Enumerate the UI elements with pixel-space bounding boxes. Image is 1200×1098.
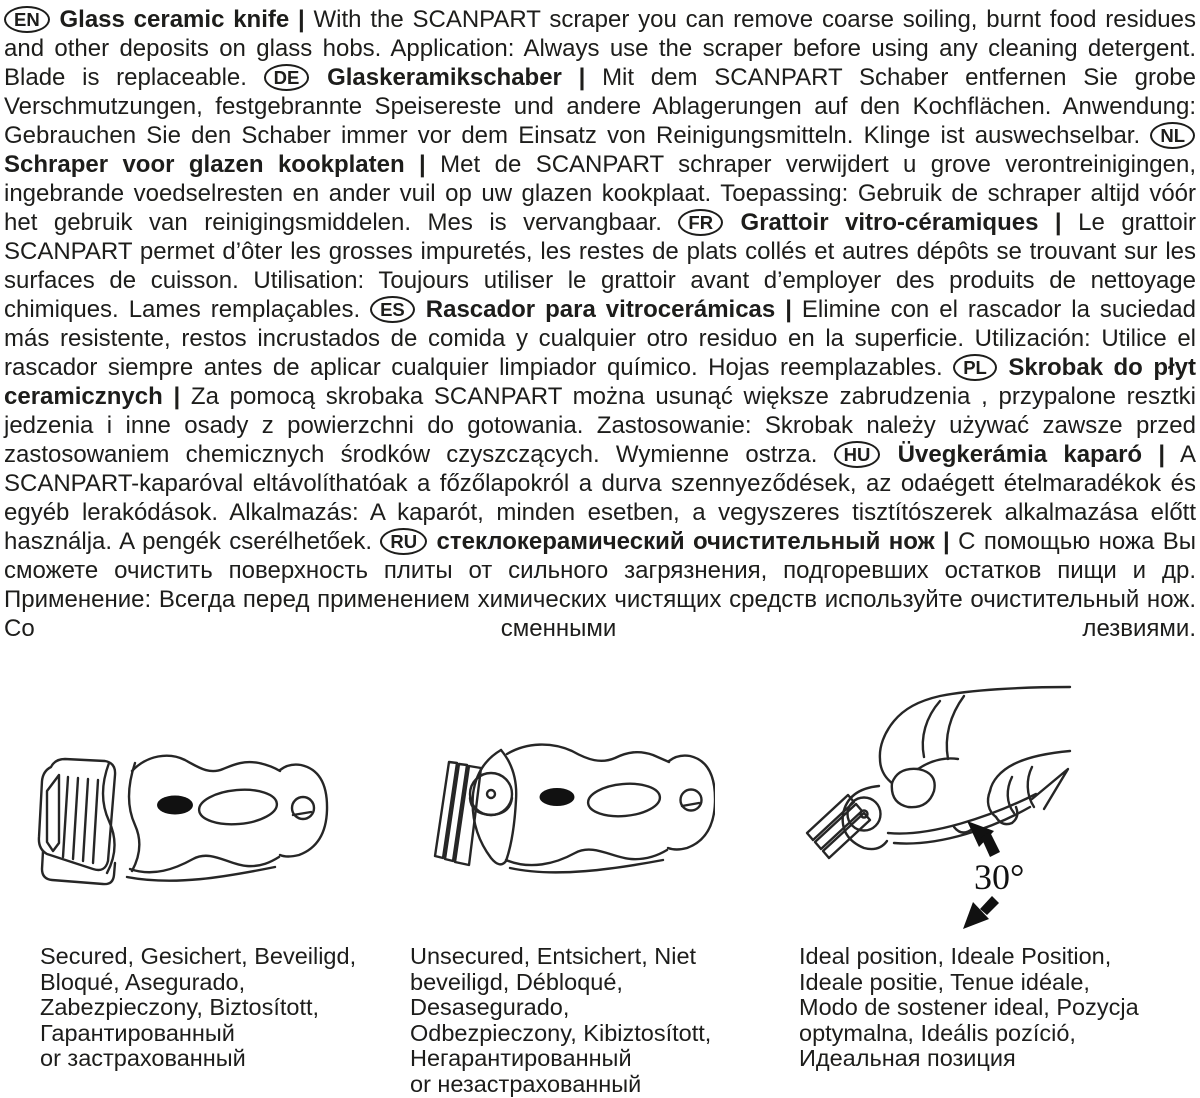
middle-finger	[1028, 767, 1034, 807]
caption-line: Odbezpieczony, Kibiztosított,	[410, 1019, 712, 1046]
section-title-nl: Schraper voor glazen kookplaten |	[4, 151, 426, 178]
thumb	[892, 769, 935, 807]
section-title-pl: Skrobak do płyt ceramicznych |	[4, 354, 1196, 410]
caption-unsecured	[410, 944, 711, 1098]
lock-button	[540, 788, 575, 806]
thumb-grip	[198, 787, 279, 828]
angle-label: 30°	[974, 857, 1025, 897]
lang-badge-fr: FR	[678, 209, 723, 236]
caption-line: Zabezpieczony, Biztosított,	[40, 994, 320, 1021]
collar-right	[129, 763, 139, 871]
caption-line: Modo de sostener ideal, Pozycja	[799, 994, 1139, 1021]
caption-line: or застрахованный	[40, 1045, 246, 1072]
handle-bottom-edge	[894, 807, 1030, 844]
lang-badge-pl: PL	[953, 354, 997, 381]
caption-line: Desasegurado,	[410, 994, 570, 1021]
blade-plates	[807, 795, 870, 858]
blade-guard-head	[39, 759, 115, 870]
caption-line: or незастрахованный	[410, 1070, 642, 1097]
caption-secured	[40, 944, 356, 1072]
hanging-hole	[681, 790, 702, 811]
caption-line: Bloqué, Asegurado,	[40, 968, 246, 995]
section-title-fr: Grattoir vitro-céramiques |	[740, 209, 1062, 236]
caption-line: Ideal position, Ideale Position,	[799, 943, 1112, 969]
guard-slot	[47, 775, 59, 851]
lang-badge-ru: RU	[380, 528, 427, 555]
caption-line: Идеальная позиция	[799, 1045, 1016, 1072]
thumb-web	[918, 758, 958, 769]
lang-badge-es: ES	[370, 296, 415, 323]
section-title-de: Glaskeramikschaber |	[327, 64, 586, 91]
caption-line: beveiligd, Débloqué,	[410, 968, 623, 995]
finger-crease-2	[947, 696, 964, 759]
end-cap	[280, 765, 327, 857]
hand-holding-scraper-illustration	[780, 665, 1090, 950]
scraper-unsecured-illustration	[425, 738, 715, 893]
caption-line: Secured, Gesichert, Beveiligd,	[40, 943, 357, 969]
section-title-hu: Üvegkerámia kaparó |	[897, 441, 1166, 468]
handle-bump	[954, 827, 972, 833]
body-bottom-edge	[127, 867, 275, 881]
lang-badge-nl: NL	[1150, 122, 1195, 149]
figure-secured	[35, 745, 335, 893]
caption-line: optymalna, Ideális pozíció,	[799, 1019, 1076, 1046]
handle-tip	[1032, 769, 1068, 809]
body-top	[507, 745, 669, 762]
lock-button	[157, 796, 193, 815]
lang-badge-hu: HU	[834, 441, 881, 468]
lang-badge-en: EN	[4, 6, 50, 33]
section-title-es: Rascador para vitrocerámicas |	[425, 296, 792, 323]
caption-ideal-position	[799, 944, 1139, 1072]
end-cap	[668, 756, 715, 850]
lang-badge-de: DE	[264, 64, 310, 91]
caption-line: Unsecured, Entsichert, Niet	[410, 943, 697, 969]
section-title-en: Glass ceramic knife |	[59, 6, 305, 33]
section-title-ru: стеклокерамический очистительный нож |	[436, 528, 950, 555]
figure-ideal-position	[780, 665, 1090, 950]
body-top	[132, 756, 280, 771]
caption-line: Гарантированный	[40, 1019, 235, 1046]
finger-crease-1	[923, 701, 940, 757]
thumb-grip	[587, 781, 662, 819]
figure-unsecured	[425, 738, 715, 893]
caption-line: Негарантированный	[410, 1045, 632, 1072]
caption-line: Ideale positie, Tenue idéale,	[799, 968, 1090, 995]
scraper-secured-illustration	[35, 745, 335, 893]
multilingual-instructions: EN Glass ceramic knife | With the SCANPART scraper you can remove coarse soiling, burnt food residues and other deposits on glass hobs. Application: Always use the scraper before using any cleaning detergent. Blade is replaceable. DE Glaskeramikschaber | Mit dem SCANPART Schaber entfernen Sie grobe Verschmutzungen, festgebrannte Speisereste und andere Ablagerungen auf den Kochflächen. Anwendung: Gebrauchen Sie den Schaber immer vor dem Einsatz von Reinigungsmitteln. Klinge ist auswechselbar. NL Schraper voor glazen kookplaten | Met de SCANPART schraper verwijdert u grove verontreinigingen, ingebrande voedselresten en ander vuil op uw glazen kookplaat. Toepassing: Gebruik de schraper altijd vóór het gebruik van reinigingsmiddelen. Mes is vervangbaar. FR Grattoir vitro-céramiques | Le grattoir SCANPART permet d’ôter les grosses impuretés, les restes de plats collés et autres dépôts se trouvant sur les surfaces de cuisson. Utilisation: Toujours utiliser le grattoir avant d’employer des produits de nettoyage chimiques. Lames remplaçables. ES Rascador para vitrocerámicas | Elimine con el rascador la suciedad más resistente, restos incrustados de comida y cualquier otro residuo en la superficie. Utilización: Utilice el rascador siempre antes de aplicar cualquier limpiador químico. Hojas reemplazables. PL Skrobak do płyt ceramicznych | Za pomocą skrobaka SCANPART można usunąć większe zabrudzenia , przypalone resztki jedzenia i inne osady z powierzchni do gotowania. Zastosowanie: Skrobak należy używać zawsze przed zastosowaniem chemicznych środków czyszczących. Wymienne ostrza. HU Üvegkerámia kaparó | A SCANPART-kaparóval eltávolíthatóak a főzőlapokról a durva szennyeződések, az odaégett ételmaradékok és egyéb lerakódások. Alkalmazás: A kaparót, minden esetben, a vegyszeres tisztítószerek alkalmazása előtt használja. A pengék cserélhetőek. RU стеклокерамический очистительный нож | С помощью ножа Вы сможете очистить поверхность плиты от сильного загрязнения, подгоревших остатков пищи и др. Применение: Всегда перед применением химических чистящих средств используйте очистительный нож. Со сменными лезвиями.	[4, 6, 1197, 642]
